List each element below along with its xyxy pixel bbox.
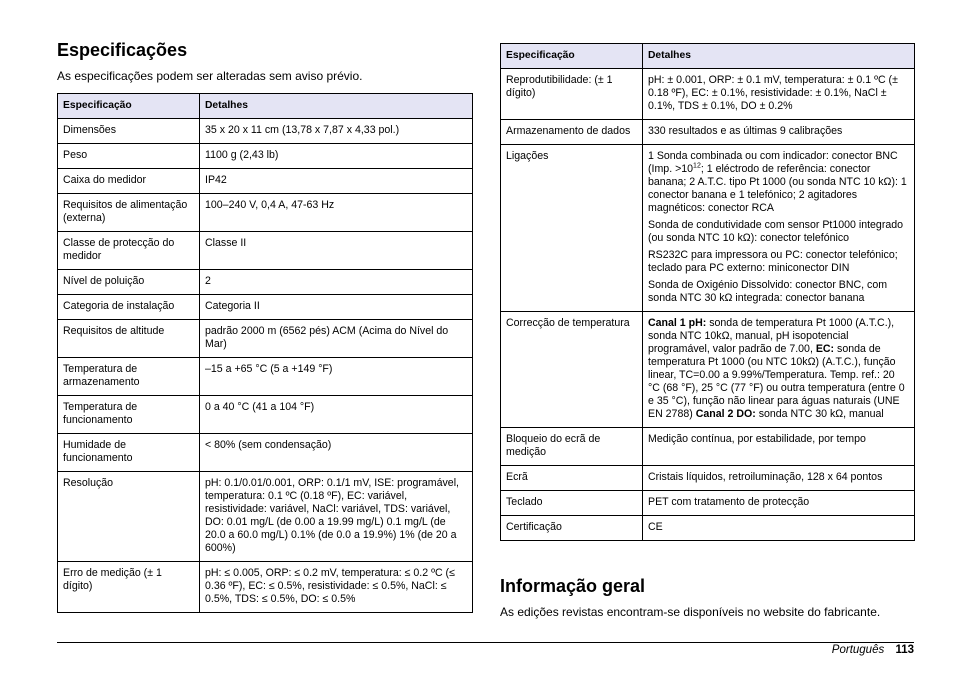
spec-value: 0 a 40 °C (41 a 104 °F)	[200, 396, 473, 434]
header-specification: Especificação	[58, 94, 200, 119]
table-row	[501, 120, 915, 145]
spec-value: Cristais líquidos, retroiluminação, 128 x 64 pontos	[643, 466, 915, 491]
table-row	[501, 491, 915, 516]
spec-value: Classe II	[200, 232, 473, 270]
page-number: 113	[895, 644, 914, 656]
spec-value: 100–240 V, 0,4 A, 47-63 Hz	[200, 194, 473, 232]
table-row	[58, 144, 473, 169]
spec-value: CE	[643, 516, 915, 541]
table-header-row	[58, 94, 473, 119]
spec-label: Bloqueio do ecrã de medição	[501, 428, 643, 466]
footer-divider	[57, 642, 914, 643]
table-row	[501, 466, 915, 491]
spec-value	[643, 312, 915, 428]
table-row	[58, 358, 473, 396]
spec-label: Teclado	[501, 491, 643, 516]
page-footer	[832, 644, 914, 656]
spec-label: Requisitos de alimentação (externa)	[58, 194, 200, 232]
spec-label: Requisitos de altitude	[58, 320, 200, 358]
connections-paragraph-3: RS232C para impressora ou PC: conector telefónico; teclado para PC externo: miniconector DIN	[648, 249, 898, 274]
channel-2-do-label: Canal 2 DO:	[695, 408, 756, 420]
spec-label: Armazenamento de dados	[501, 120, 643, 145]
table-row	[501, 145, 915, 312]
table-row	[58, 194, 473, 232]
footer-language: Português	[831, 644, 885, 656]
spec-label: Dimensões	[58, 119, 200, 144]
spec-label: Classe de protecção do medidor	[58, 232, 200, 270]
connections-text: 1 Sonda combinada ou com indicador: conector BNC (Imp. >10	[648, 150, 898, 175]
table-row	[58, 434, 473, 472]
connections-paragraph-4: Sonda de Oxigénio Dissolvido: conector BNC, com sonda NTC 30 kΩ integrada: conector banana	[648, 279, 888, 304]
spec-value: < 80% (sem condensação)	[200, 434, 473, 472]
table-row	[501, 428, 915, 466]
spec-value: IP42	[200, 169, 473, 194]
table-row	[58, 270, 473, 295]
spec-label: Certificação	[501, 516, 643, 541]
ec-label: EC:	[815, 343, 835, 355]
connections-paragraph-2: Sonda de condutividade com sensor Pt1000 integrado (ou sonda NTC 10 kΩ): conector telefónico	[648, 219, 904, 244]
section-title-specifications: Especificações	[57, 40, 188, 60]
table-row	[58, 472, 473, 562]
spec-value: PET com tratamento de protecção	[643, 491, 915, 516]
spec-value: pH: ≤ 0.005, ORP: ≤ 0.2 mV, temperatura: ≤ 0.2 ºC (≤ 0.36 ºF), EC: ≤ 0.5%, resistividade: ≤ 0.5%, NaCl: ≤ 0.5%, TDS: ≤ 0.5%, DO: ≤ 0.5%	[200, 562, 473, 613]
spec-label: Ligações	[501, 145, 643, 312]
table-row	[58, 295, 473, 320]
tempcorr-text: sonda de temperatura Pt 1000 (ou NTC 10kΩ) (A.T.C.), função linear, TC=0.00 a 9.99%/Temperatura. Temp. ref.: 20 °C (68 °F), 25 °C (77 °F) ou outra temperatura (entre 0 e 35 °C), função não linear para águas naturais (UNE EN 2788)	[648, 343, 905, 420]
spec-label: Erro de medição (± 1 dígito)	[58, 562, 200, 613]
table-row	[501, 312, 915, 428]
table-row	[58, 396, 473, 434]
spec-label: Reprodutibilidade: (± 1 dígito)	[501, 69, 643, 120]
header-specification: Especificação	[501, 44, 643, 69]
specifications-table-left-body	[58, 119, 473, 613]
connections-text: ; 1 eléctrodo de referência: conector banana; 2 A.T.C. tipo Pt 1000 (ou sonda NTC 10 kΩ): 1 conector banana e 1 telefónico; 2 agitadores magnéticos: conector RCA	[648, 163, 907, 214]
header-details: Detalhes	[643, 44, 915, 69]
specifications-intro: As especificações podem ser alteradas sem aviso prévio.	[57, 69, 363, 83]
general-information-text: As edições revistas encontram-se disponíveis no website do fabricante.	[500, 605, 881, 619]
spec-value: pH: ± 0.001, ORP: ± 0.1 mV, temperatura: ± 0.1 ºC (± 0.18 ºF), EC: ± 0.1%, resistividade: ± 0.1%, NaCl ± 0.1%, TDS ± 0.1%, DO ± 0.2%	[643, 69, 915, 120]
table-row	[58, 562, 473, 613]
spec-value: 35 x 20 x 11 cm (13,78 x 7,87 x 4,33 pol.)	[200, 119, 473, 144]
table-row	[501, 69, 915, 120]
header-details: Detalhes	[200, 94, 473, 119]
table-row	[58, 169, 473, 194]
spec-label: Peso	[58, 144, 200, 169]
table-row	[58, 232, 473, 270]
spec-label: Ecrã	[501, 466, 643, 491]
table-row	[58, 119, 473, 144]
table-row	[58, 320, 473, 358]
spec-label: Temperatura de funcionamento	[58, 396, 200, 434]
spec-label: Correcção de temperatura	[501, 312, 643, 428]
spec-value: padrão 2000 m (6562 pés) ACM (Acima do Nível do Mar)	[200, 320, 473, 358]
section-title-general-information: Informação geral	[500, 576, 646, 596]
superscript: 12	[693, 162, 701, 170]
tempcorr-text: sonda de temperatura Pt 1000 (A.T.C.), sonda NTC 10kΩ, manual, pH isopotencial programável, valor padrão de 7.00,	[648, 317, 895, 355]
spec-value: 2	[200, 270, 473, 295]
spec-value	[643, 145, 915, 312]
specifications-table-left	[57, 93, 473, 613]
spec-value: Medição contínua, por estabilidade, por tempo	[643, 428, 915, 466]
connections-paragraph-1	[648, 150, 909, 215]
spec-label: Resolução	[58, 472, 200, 562]
spec-value: Categoria II	[200, 295, 473, 320]
specifications-table-right	[500, 43, 915, 541]
tempcorr-text: sonda NTC 30 kΩ, manual	[755, 408, 884, 420]
spec-value: 1100 g (2,43 lb)	[200, 144, 473, 169]
table-row	[501, 516, 915, 541]
spec-label: Categoria de instalação	[58, 295, 200, 320]
spec-label: Caixa do medidor	[58, 169, 200, 194]
spec-value: pH: 0.1/0.01/0.001, ORP: 0.1/1 mV, ISE: programável, temperatura: 0.1 ºC (0.18 ºF), EC: variável, resistividade: variável, NaCl: variável, TDS: variável, DO: 0.01 mg/L (de 0.00 a 19.99 mg/L) 0.1 mg/L (de 20.0 a 60.0 mg/L) 0.1% (de 0.0 a 19.9%) 1% (de 20 a 600%)	[200, 472, 473, 562]
spec-value: –15 a +65 °C (5 a +149 °F)	[200, 358, 473, 396]
channel-1-ph-label: Canal 1 pH:	[648, 317, 707, 329]
spec-value: 330 resultados e as últimas 9 calibrações	[643, 120, 915, 145]
spec-label: Temperatura de armazenamento	[58, 358, 200, 396]
spec-label: Humidade de funcionamento	[58, 434, 200, 472]
specifications-table-right-body	[501, 428, 915, 541]
spec-label: Nível de poluição	[58, 270, 200, 295]
table-header-row	[501, 44, 915, 69]
